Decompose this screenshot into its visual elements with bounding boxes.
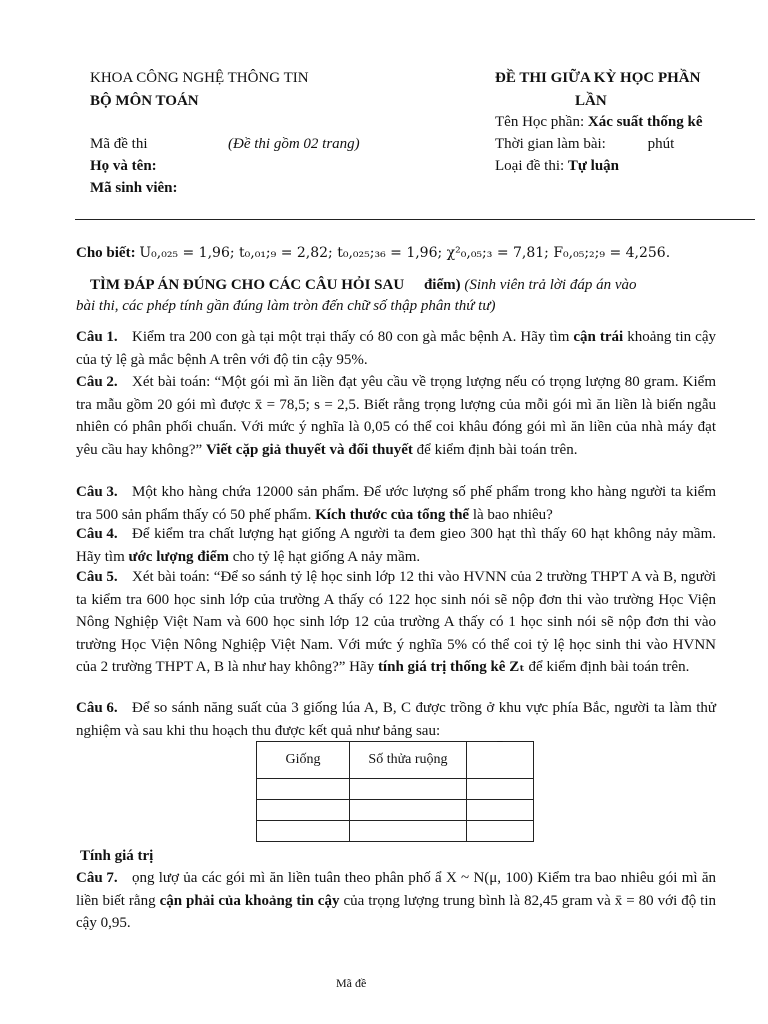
question-1-text-a: Kiểm tra 200 con gà tại một trại thấy có 80 con gà mắc bệnh A. Hãy tìm bbox=[132, 329, 574, 345]
question-2-text-a: Xét bài toán: “Một gói mì ăn liền đạt yêu cầu về trọng lượng nếu có trọng lượng 80 gram. Kiểm tra mẫu gồm 20 gói mì được x̄ = 78,5; s = 2,5. Biết rằng trọng lượng của mỗi gói mì ăn liền là biến ngẫu nhiên có phân phối chuẩn. Với mức ý nghĩa là 0,05 có thể coi khâu đóng gói mì ăn liền của nhà máy đạt yêu cầu hay không?” bbox=[76, 374, 716, 458]
question-3-text-b: là bao nhiêu? bbox=[469, 506, 553, 523]
student-name-label: Họ và tên: bbox=[90, 158, 157, 174]
table-cell bbox=[257, 800, 350, 821]
given-label: Cho biết: bbox=[76, 245, 136, 261]
question-2 bbox=[76, 371, 716, 461]
question-4-bold: ước lượng điểm bbox=[128, 548, 229, 565]
question-3-bold: Kích thước của tổng thể bbox=[315, 506, 470, 523]
question-7 bbox=[76, 867, 716, 935]
question-4-text-a: Để kiểm tra chất lượng hạt giống A người ta đem gieo 300 hạt thì thấy 60 hạt không nảy mầm. Hãy tìm bbox=[76, 526, 716, 565]
question-7-label: Câu 7. bbox=[76, 870, 118, 886]
course-label: Tên Học phần: bbox=[495, 114, 585, 130]
exam-type-label: Loại đề thi: bbox=[495, 158, 565, 174]
exam-code-label: Mã đề thi bbox=[90, 136, 148, 152]
table-cell bbox=[467, 821, 534, 842]
question-5-text-b: để kiểm định bài toán trên. bbox=[524, 659, 690, 675]
question-1 bbox=[76, 326, 716, 371]
question-4-text-b: cho tỷ lệ hạt giống A nảy mầm. bbox=[228, 548, 421, 565]
duration-line bbox=[495, 136, 674, 153]
question-1-text-b: khoảng tin cậy của tỷ lệ gà mắc bệnh A trên với độ tin cậy 95%. bbox=[76, 329, 716, 368]
exam-type-line bbox=[495, 158, 619, 175]
header-divider bbox=[75, 219, 755, 220]
duration-unit: phút bbox=[647, 136, 675, 152]
exam-title: ĐỀ THI GIỮA KỲ HỌC PHẦN bbox=[495, 70, 701, 86]
exam-round: LẦN bbox=[575, 93, 607, 109]
question-5-label: Câu 5. bbox=[76, 569, 118, 585]
pages-note: (Đề thi gồm 02 trang) bbox=[228, 136, 360, 152]
exam-type-value: Tự luận bbox=[567, 158, 620, 174]
instruction-block bbox=[90, 274, 720, 296]
table-row bbox=[257, 800, 534, 821]
question-4 bbox=[76, 523, 716, 568]
student-id-label: Mã sinh viên: bbox=[90, 180, 178, 196]
faculty-name: KHOA CÔNG NGHỆ THÔNG TIN bbox=[90, 70, 309, 86]
table-cell bbox=[467, 800, 534, 821]
question-7-text-a: ọng lượ ủa các gói mì ăn liền tuân theo phân phố ẩ X ~ N(μ, 100) Kiểm tra bao nhiêu gói mì ăn liền biết rằng bbox=[76, 870, 716, 909]
table-cell bbox=[350, 779, 467, 800]
question-7-text-b: của trọng lượng trung bình là 82,45 gram và x̄ = 80 với độ tin cậy 0,95. bbox=[76, 892, 717, 931]
instruction-note-2: bài thi, các phép tính gần đúng làm tròn đến chữ số thập phân thứ tư) bbox=[76, 298, 496, 314]
question-4-label: Câu 4. bbox=[76, 526, 118, 542]
question-6-label: Câu 6. bbox=[76, 700, 118, 716]
given-values-line bbox=[76, 245, 670, 262]
given-values: U₀,₀₂₅ = 1,96; t₀,₀₁;₉ = 2,82; t₀,₀₂₅;₃₆ = 1,96; χ²₀,₀₅;₃ = 7,81; F₀,₀₅;₂;₉ = 4,256. bbox=[139, 245, 671, 261]
question-3-text-a: Một kho hàng chứa 12000 sản phẩm. Để ước lượng số phế phẩm trong kho hàng người ta kiểm tra 500 sản phẩm thấy có 50 phế phẩm. bbox=[76, 484, 716, 523]
table-header-row bbox=[257, 742, 534, 779]
table-header-mean: ‾ bbox=[467, 742, 534, 779]
question-6 bbox=[76, 697, 716, 742]
department-name: BỘ MÔN TOÁN bbox=[90, 93, 199, 109]
instruction-points: điểm) bbox=[423, 277, 461, 293]
question-1-bold: cận trái bbox=[573, 329, 624, 345]
question-1-label: Câu 1. bbox=[76, 329, 118, 345]
table-cell bbox=[257, 821, 350, 842]
course-name: Xác suất thống kê bbox=[587, 114, 703, 130]
instruction-title: TÌM ĐÁP ÁN ĐÚNG CHO CÁC CÂU HỎI SAU bbox=[90, 277, 405, 293]
instruction-note-1: (Sinh viên trả lời đáp án vào bbox=[464, 277, 637, 293]
question-5-bold: tính giá trị thống kê Zₜ bbox=[377, 659, 525, 675]
table-row bbox=[257, 821, 534, 842]
table-cell bbox=[350, 800, 467, 821]
question-2-bold: Viết cặp giả thuyết và đối thuyết bbox=[205, 441, 413, 458]
table-cell bbox=[257, 779, 350, 800]
rice-yield-table bbox=[256, 741, 534, 842]
question-3-label: Câu 3. bbox=[76, 484, 118, 500]
duration-label: Thời gian làm bài: bbox=[495, 136, 606, 152]
footer-exam-code: Mã đề bbox=[336, 976, 367, 990]
course-line bbox=[495, 114, 703, 131]
compute-value-label: Tính giá trị bbox=[80, 848, 154, 864]
question-5-text-a: Xét bài toán: “Để so sánh tỷ lệ học sinh lớp 12 thi vào HVNN của 2 trường THPT A và B, người ta kiểm tra 600 học sinh lớp của trường A thấy có 122 học sinh nói sẽ nộp đơn thi vào trường Học Viện Nông Nghiệp Việt Nam và 600 học sinh lớp 12 của trường A thấy có 1 học sinh nói sẽ nộp đơn thi vào trường Học Viện Nông Nghiệp Việt Nam. Với mức ý nghĩa 5% có thể coi tỷ lệ học sinh thi vào HVNN của 2 trường THPT A, B là như hay không?” Hãy bbox=[76, 569, 716, 675]
question-7-bold: cận phải của khoảng tin cậy bbox=[159, 892, 340, 909]
question-3 bbox=[76, 481, 716, 526]
question-5 bbox=[76, 566, 716, 679]
table-cell bbox=[350, 821, 467, 842]
table-header-variety: Giống bbox=[257, 742, 350, 779]
question-2-label: Câu 2. bbox=[76, 374, 118, 390]
table-row bbox=[257, 779, 534, 800]
question-2-text-b: để kiểm định bài toán trên. bbox=[412, 441, 578, 458]
table-cell bbox=[467, 779, 534, 800]
question-6-text: Để so sánh năng suất của 3 giống lúa A, B, C được trồng ở khu vực phía Bắc, người ta làm thử nghiệm và sau khi thu hoạch thu được kết quả như bảng sau: bbox=[76, 700, 716, 739]
table-header-plots: Số thửa ruộng bbox=[350, 742, 467, 779]
